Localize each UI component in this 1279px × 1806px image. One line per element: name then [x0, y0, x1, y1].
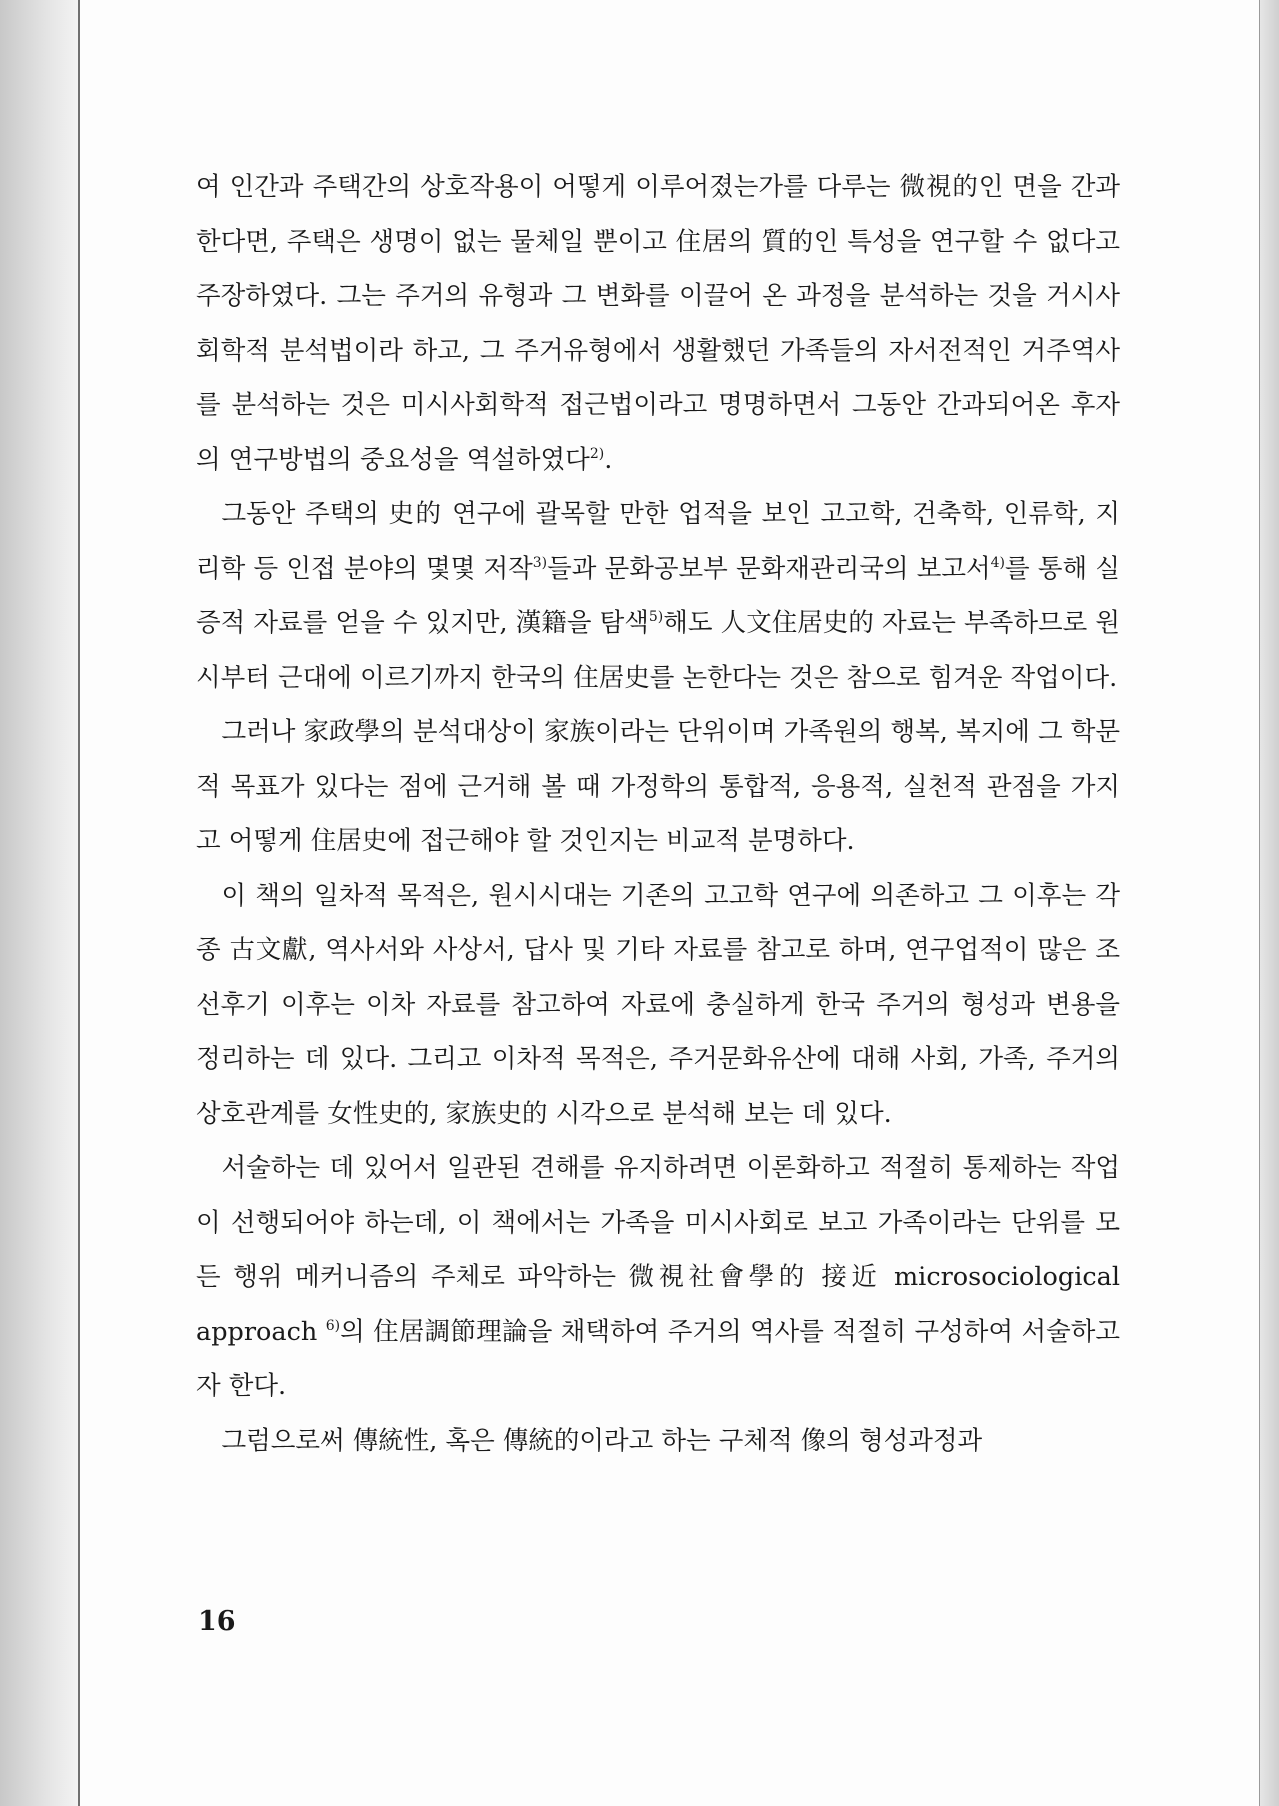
paragraph-1 — [196, 160, 1120, 487]
page-right-edge — [1259, 0, 1279, 1806]
paragraph-2-part-1: 그동안 주택의 史的 연구에 괄목할 만한 업적을 보인 고고학, 건축학, 인류학, 지리학 등 인접 분야의 몇몇 저작 — [196, 499, 1120, 584]
paragraph-4 — [196, 869, 1120, 1142]
paragraph-5 — [196, 1141, 1120, 1414]
paragraph-3-text: 그러나 家政學의 분석대상이 家族이라는 단위이며 가족원의 행복, 복지에 그 학문적 목표가 있다는 점에 근거해 볼 때 가정학의 통합적, 응용적, 실천적 관점을 가지고 어떻게 住居史에 접근해야 할 것인지는 비교적 분명하다. — [196, 717, 1120, 856]
paragraph-2-part-3: 를 통해 실증적 자료를 얻을 수 있지만, 漢籍을 탐색 — [196, 553, 1120, 638]
body-text — [196, 160, 1120, 1468]
footnote-ref-2: 2) — [589, 445, 605, 462]
paragraph-2 — [196, 487, 1120, 705]
paragraph-4-text: 이 책의 일차적 목적은, 원시시대는 기존의 고고학 연구에 의존하고 그 이후는 각종 古文獻, 역사서와 사상서, 답사 및 기타 자료를 참고로 하며, 연구업적이 많은 조선후기 이후는 이차 자료를 참고하여 자료에 충실하게 한국 주거의 형성과 변용을 정리하는 데 있다. 그리고 이차적 목적은, 주거문화유산에 대해 사회, 가족, 주거의 상호관계를 女性史的, 家族史的 시각으로 분석해 보는 데 있다. — [196, 880, 1120, 1129]
book-gutter-shadow — [0, 0, 78, 1806]
paragraph-5-part-1: 서술하는 데 있어서 일관된 견해를 유지하려면 이론화하고 적절히 통제하는 작업이 선행되어야 하는데, 이 책에서는 가족을 미시사회로 보고 가족이라는 단위를 모든 행위 메커니즘의 주체로 파악하는 微視社會學的 接近 microsociological approach — [196, 1153, 1120, 1347]
footnote-ref-3: 3) — [532, 554, 548, 571]
paragraph-6 — [196, 1414, 1120, 1469]
paragraph-6-text: 그럼으로써 傳統性, 혹은 傳統的이라고 하는 구체적 像의 형성과정과 — [221, 1425, 983, 1456]
paragraph-1-tail: . — [604, 444, 613, 475]
footnote-ref-4: 4) — [990, 554, 1005, 571]
paragraph-2-part-4: 해도 人文住居史的 자료는 부족하므로 원시부터 근대에 이르기까지 한국의 住居史를 논한다는 것은 참으로 힘겨운 작업이다. — [196, 608, 1120, 693]
page-number: 16 — [198, 1606, 236, 1637]
footnote-ref-6: 6) — [325, 1317, 341, 1334]
paragraph-3 — [196, 705, 1120, 869]
paragraph-2-part-2: 들과 문화공보부 문화재관리국의 보고서 — [547, 553, 991, 584]
paragraph-5-part-2: 의 住居調節理論을 채택하여 주거의 역사를 적절히 구성하여 서술하고자 한다. — [196, 1316, 1120, 1401]
footnote-ref-5: 5) — [648, 609, 664, 625]
paragraph-1-text: 여 인간과 주택간의 상호작용이 어떻게 이루어졌는가를 다루는 微視的인 면을 간과한다면, 주택은 생명이 없는 물체일 뿐이고 住居의 質的인 특성을 연구할 수 없다고 주장하였다. 그는 주거의 유형과 그 변화를 이끌어 온 과정을 분석하는 것을 거시사회학적 분석법이라 하고, 그 주거유형에서 생활했던 가족들의 자서전적인 거주역사를 분석하는 것은 미시사회학적 접근법이라고 명명하면서 그동안 간과되어온 후자의 연구방법의 중요성을 역설하였다 — [196, 172, 1120, 475]
